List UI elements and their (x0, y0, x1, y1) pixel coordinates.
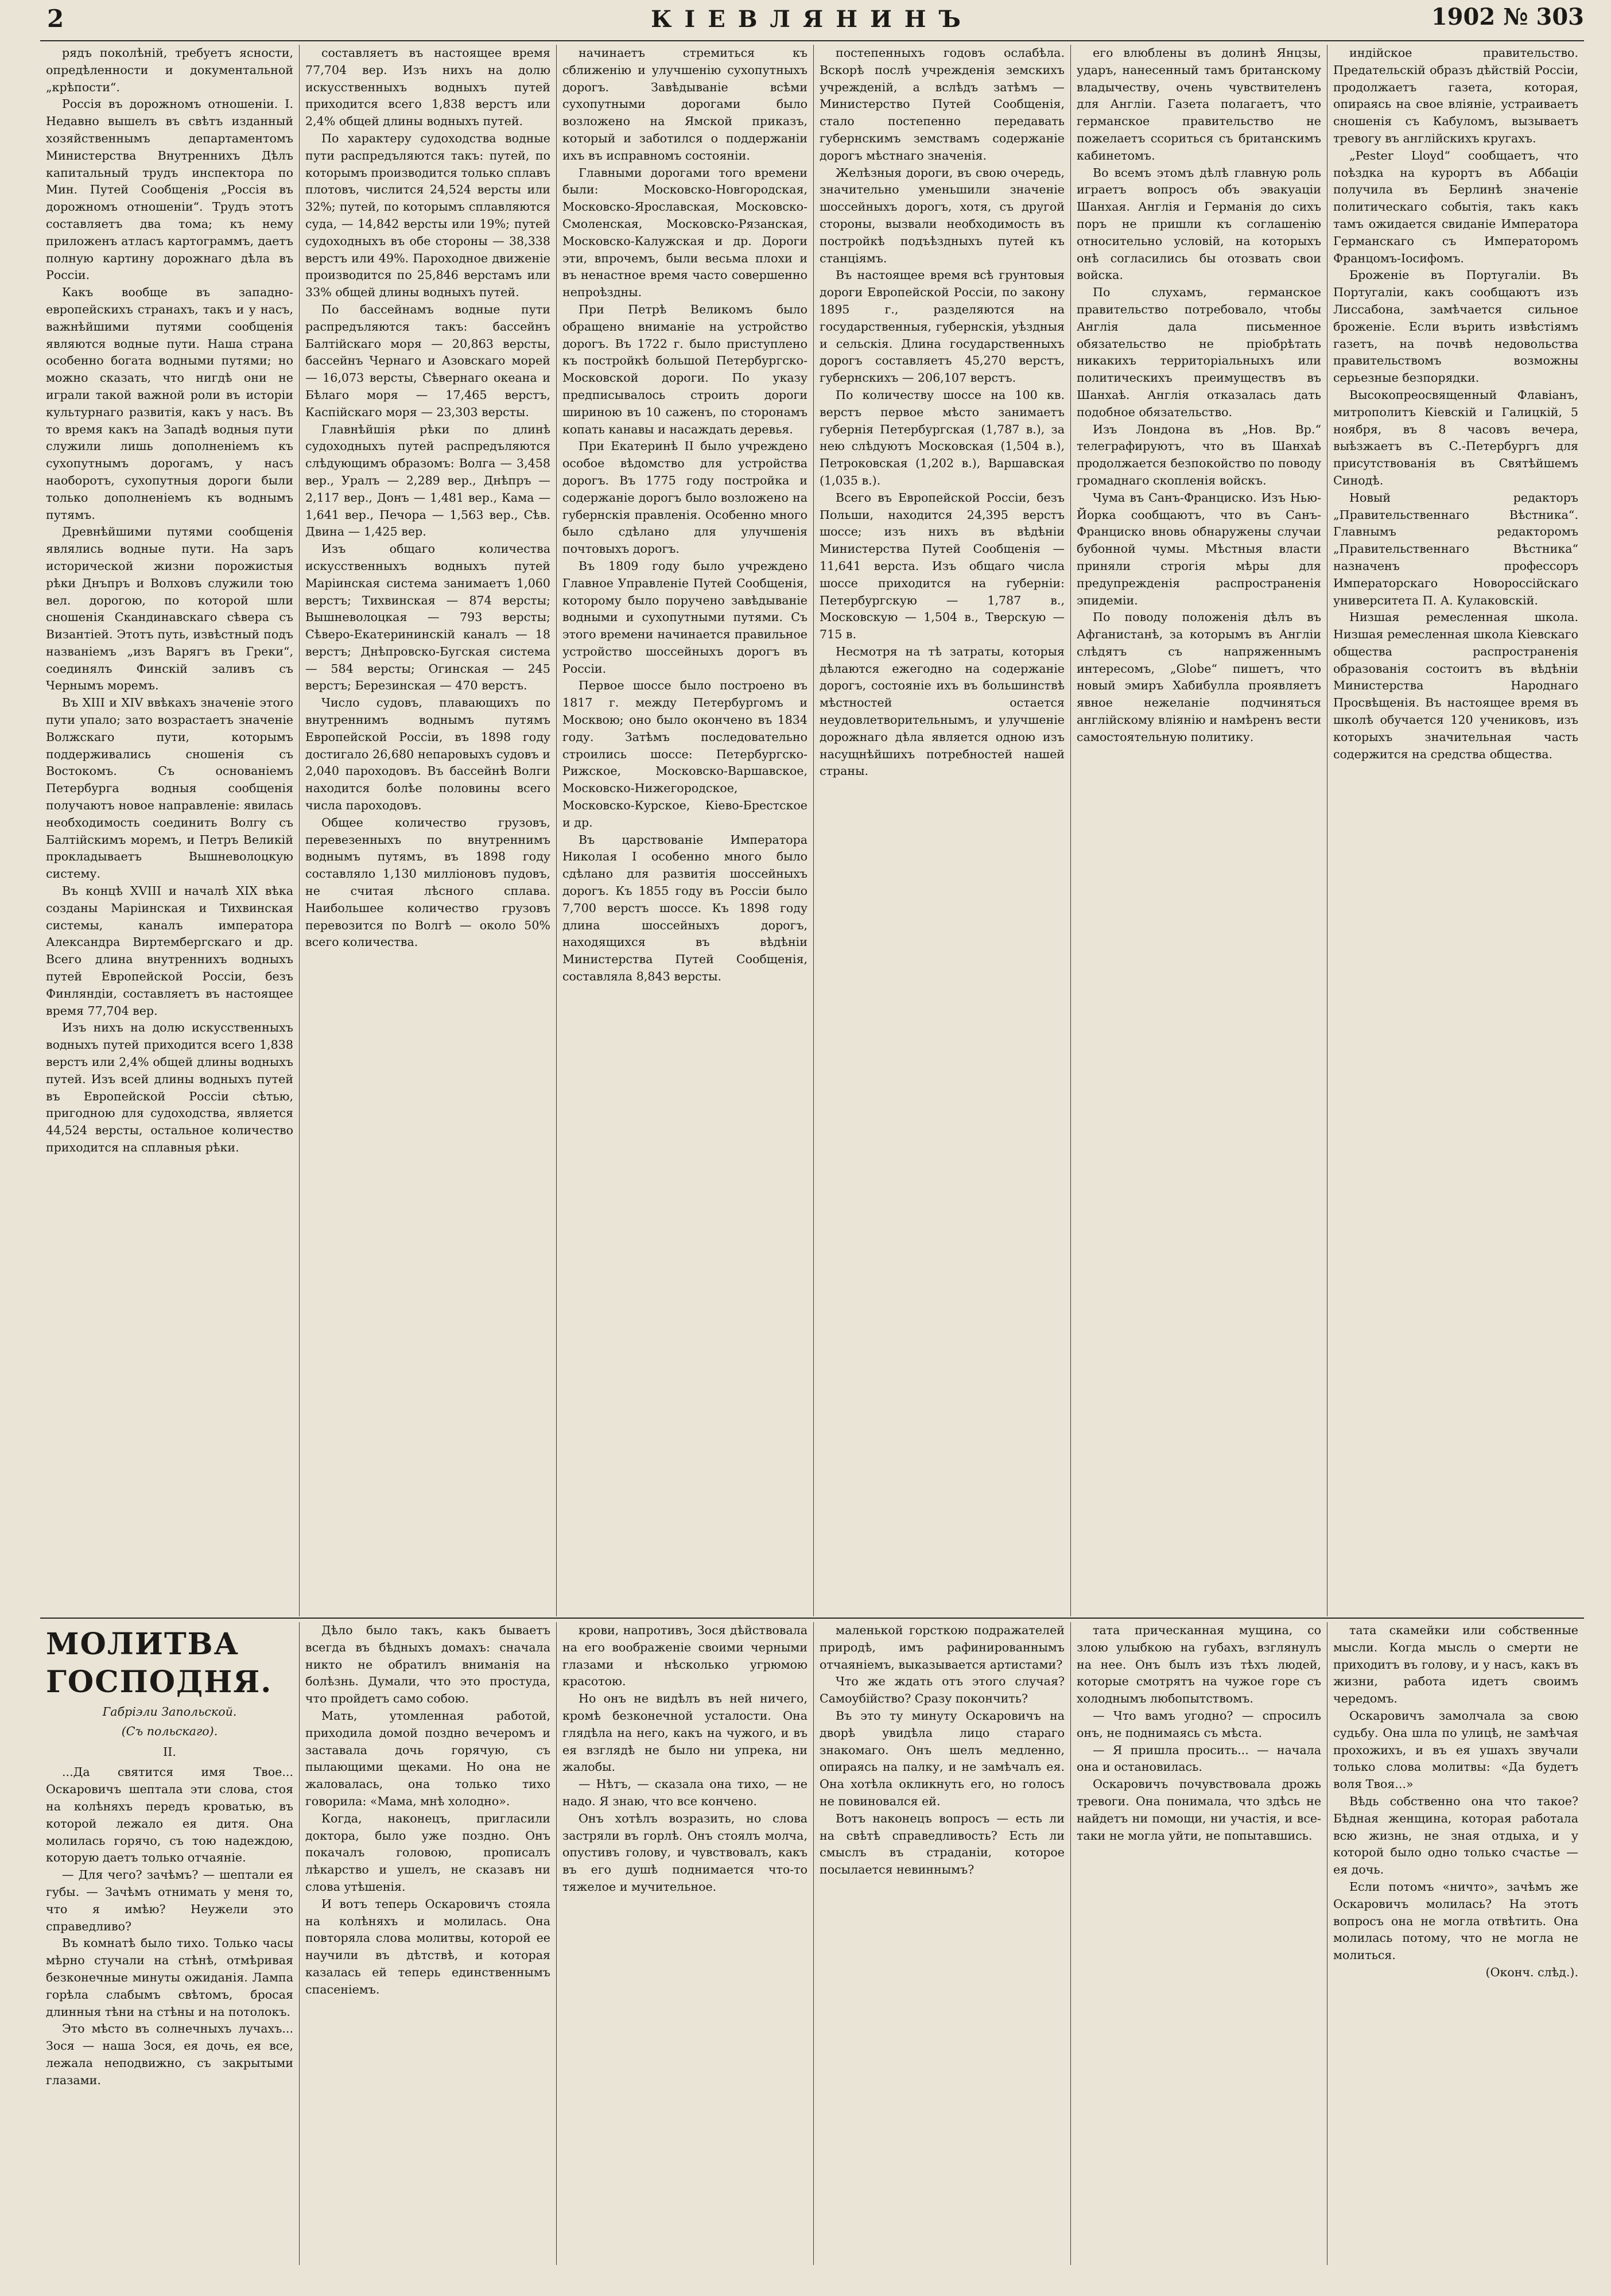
paragraph: Россія въ дорожномъ отношеніи. I. Недавно вышелъ въ свѣтъ изданный хозяйственнымъ департаментомъ Министерства Внутреннихъ Дѣлъ капитальный трудъ инспектора по Мин. Путей Сообщенія „Россія въ дорожномъ отношеніи“. Трудъ этотъ составляетъ два тома; къ нему приложенъ атласъ картограммъ, даетъ полную картину дорожнаго дѣла въ Россіи. (46, 97, 293, 282)
paragraph: По характеру судоходства водные пути распредъляются такъ: путей, по которымъ производится только сплавъ плотовъ, числится 24,524 версты или 32%; путей, по которымъ сплавляются суда, — 14,842 версты или 19%; путей судоходныхъ въ обе стороны — 38,338 верстъ или 49%. Пароходное движеніе производится по 25,846 верстамъ или 33% общей длины водныхъ путей. (305, 131, 550, 300)
paragraph: Общее количество грузовъ, перевезенныхъ по внутреннимъ воднымъ путямъ, въ 1898 году составляло 1,130 милліоновъ пудовъ, не считая лѣсного сплава. Наибольшее количество грузовъ перевозится по Волгѣ — около 50% всего количества. (305, 815, 550, 949)
paragraph: Изъ нихъ на долю искусственныхъ водныхъ путей приходится всего 1,838 верстъ или 2,4% общей длины водныхъ путей. Изъ всей длины водныхъ путей въ Европейской Россіи сѣтью, пригодною для судоходства, является 44,524 версты, остальное количество приходится на сплавныя рѣки. (46, 1021, 293, 1154)
feuilleton-title: МОЛИТВА ГОСПОДНЯ. (46, 1627, 273, 1700)
paragraph: Первое шоссе было построено въ 1817 г. между Петербургомъ и Москвою; оно было окончено въ 1834 году. Затѣмъ последовательно строились шоссе: Петербургско-Рижское, Московско-Варшавское, Московско-Нижегородское, Московско-Курское, Кіево-Брестское и др. (562, 678, 808, 829)
paragraph: Главнѣйшія рѣки по длинѣ судоходныхъ путей распредъляются слѣдующимъ образомъ: Волга — 3,458 вер., Уралъ — 2,289 вер., Днѣпръ — 2,117 вер., Донъ — 1,481 вер., Кама — 1,641 вер., Печора — 1,563 вер., Сѣв. Двина — 1,425 вер. (305, 422, 550, 539)
paragraph: Древнѣйшими путями сообщенія являлись водные пути. На заръ исторической жизни порожистыя рѣки Днъпръ и Волховъ служили тою вел. дорогою, по которой шли сношенія Скандинавскаго сѣвера съ Византіей. Этотъ путь, извѣстный подъ названіемъ „изъ Варягъ въ Греки“, соединялъ Финскій заливъ съ Чернымъ моремъ. (46, 525, 293, 693)
feuilleton-paragraph: маленькой горсткою подражателей природѣ, имъ рафинированнымъ отчаяніемъ, выказывается артистами? (820, 1623, 1065, 1671)
paragraph: По бассейнамъ водные пути распредъляются такъ: бассейнъ Балтійскаго моря — 20,863 версты, бассейнъ Чернаго и Азовскаго морей — 16,073 версты, Сѣвернаго океана и Бѣлаго моря — 17,465 верстъ, Каспійскаго моря — 23,303 версты. (305, 302, 550, 419)
paragraph: Всего въ Европейской Россіи, безъ Польши, находится 24,395 верстъ шоссе; изъ нихъ въ вѣдѣніи Министерства Путей Сообщенія — 11,641 верста. Изъ общаго числа шоссе приходится на губерніи: Петербургскую — 1,787 в., Московскую — 1,504 в., Тверскую — 715 в. (820, 490, 1065, 642)
feuilleton-paragraph: Дѣло было такъ, какъ бываетъ всегда въ бѣдныхъ домахъ: сначала никто не обратилъ вниманія на болѣзнь. Думали, что это простуда, что пройдетъ само собою. (305, 1623, 550, 1706)
paragraph: рядъ поколѣній, требуетъ ясности, опредѣленности и документальной „крѣпости“. (46, 46, 293, 94)
feuilleton-column-2 (299, 1622, 556, 2265)
page-number: 2 (47, 5, 64, 33)
feuilleton-paragraph: Оскаровичъ замолчала за свою судьбу. Она шла по улицѣ, не замѣчая прохожихъ, и въ ея ушахъ звучали только слова молитвы: «Да будетъ воля Твоя...» (1333, 1708, 1578, 1791)
feuilleton-paragraph: Вотъ наконецъ вопросъ — есть ли на свѣтѣ справедливость? Есть ли смыслъ въ страданіи, которое посылается невиннымъ? (820, 1811, 1065, 1877)
continued-note: (Оконч. слѣд.). (1485, 1965, 1578, 1979)
feuilleton-paragraph: Вѣдь собственно она что такое? Бѣдная женщина, которая работала всю жизнь, не зная отдыха, и у которой было одно только счастье — ея дочь. (1333, 1794, 1578, 1877)
feuilleton-paragraph: И вотъ теперь Оскаровичъ стояла на колѣняхъ и молилась. Она повторяла слова молитвы, которой ее научили въ дѣтствѣ, и которая казалась ей теперь единственнымъ спасеніемъ. (305, 1896, 550, 1996)
feuilleton-paragraph: крови, напротивъ, Зося дѣйствовала на его воображеніе своими черными глазами и нѣсколько угрюмою красотою. (562, 1623, 808, 1689)
masthead: КІЕВЛЯНИНЪ (651, 6, 973, 33)
feuilleton-author: Габріэли Запольской. (102, 1705, 237, 1719)
paragraph: Главными дорогами того времени были: Московско-Новгородская, Московско-Ярославская, Московско-Смоленская, Московско-Рязанская, Московско-Калужская и др. Дороги эти, впрочемъ, были весьма плохи и въ ненастное время часто совершенно непроѣздны. (562, 165, 808, 300)
column-5 (1070, 45, 1327, 1616)
paragraph: Желѣзныя дороги, въ свою очередь, значительно уменьшили значеніе шоссейныхъ дорогъ, хотя, съ другой стороны, вызвали необходимость въ постройкѣ подъѣздныхъ путей къ станціямъ. (820, 165, 1065, 265)
feuilleton-paragraph: Это мѣсто въ солнечныхъ лучахъ... Зося — наша Зося, ея дочь, ея все, лежала неподвижно, съ закрытыми глазами. (46, 2022, 293, 2087)
feuilleton-paragraph: — Для чего? зачѣмъ? — шептали ея губы. — Зачѣмъ отнимать у меня то, что я имѣю? Неужели это справедливо? (46, 1868, 293, 1933)
feuilleton-paragraph: — Что вамъ угодно? — спросилъ онъ, не поднимаясь съ мѣста. (1077, 1708, 1321, 1740)
paragraph: По поводу положенія дѣлъ въ Афганистанѣ, за которымъ въ Англіи слѣдятъ съ напряженнымъ интересомъ, „Globe“ пишетъ, что новый эмиръ Хабибулла проявляетъ явное нежеланіе подчиняться англійскому вліянію и намѣренъ вести самостоятельную политику. (1077, 610, 1321, 744)
feuilleton-paragraph: — Я пришла просить... — начала она и остановилась. (1077, 1743, 1321, 1774)
column-6 (1327, 45, 1584, 1616)
paragraph: По слухамъ, германское правительство потребовало, чтобы Англія дала письменное обязательство не пріобрѣтать никакихъ территоріальныхъ или политическихъ преимуществъ въ Шанхаѣ. Англія отказалась дать подобное обязательство. (1077, 285, 1321, 419)
paragraph: Въ концѣ XVIII и началѣ XIX вѣка созданы Маріинская и Тихвинская системы, каналъ императора Александра Виртембергскаго и др. Всего длина внутреннихъ водныхъ путей Европейской Россіи, безъ Финляндіи, составляетъ въ настоящее время 77,704 вер. (46, 884, 293, 1018)
paragraph: Въ настоящее время всѣ грунтовыя дороги Европейской Россіи, по закону 1895 г., разделяются на государственныя, губернскія, уѣздныя и сельскія. Длина государственныхъ дорогъ составляетъ 45,270 верстъ, губернскихъ — 206,107 верстъ. (820, 268, 1065, 385)
feuilleton-column-3 (556, 1622, 813, 2265)
column-2 (299, 45, 556, 1616)
feuilleton-paragraph: тата скамейки или собственные мысли. Когда мысль о смерти не приходитъ въ голову, и у насъ, какъ въ жизни, работа идетъ своимъ чередомъ. (1333, 1623, 1578, 1706)
paragraph: Новый редакторъ „Правительственнаго Вѣстника“. Главнымъ редакторомъ „Правительственнаго Вѣстника“ назначенъ профессоръ Императорскаго Новороссійскаго университета П. А. Кулаковскій. (1333, 490, 1578, 607)
feuilleton-paragraph: Когда, наконецъ, пригласили доктора, было уже поздно. Онъ покачалъ головою, прописалъ лѣкарство и ушелъ, не сказавъ ни слова утѣшенія. (305, 1811, 550, 1894)
feuilleton-paragraph: Что же ждать отъ этого случая? Самоубійство? Сразу покончить? (820, 1674, 1065, 1706)
paragraph: Несмотря на тѣ затраты, которыя дѣлаются ежегодно на содержаніе дорогъ, состояніе ихъ въ большинствѣ мѣстностей остается неудовлетворительнымъ, и улучшеніе дорожнаго дѣла является одною изъ насущнѣйшихъ потребностей нашей страны. (820, 644, 1065, 778)
issue-number: 1902 № 303 (1431, 3, 1584, 30)
article-columns (40, 45, 1584, 1616)
paragraph: Въ XIII и XIV ввѣкахъ значеніе этого пути упало; зато возрастаетъ значеніе Волжскаго пути, которымъ поддерживались сношенія съ Востокомъ. Съ основаніемъ Петербурга водныя сообщенія получаютъ новое направленіе: явилась необходимость соединить Волгу съ Балтійскимъ моремъ, и Петръ Великій прокладываетъ Вышневолоцкую систему. (46, 696, 293, 881)
feuilleton-paragraph: ...Да святится имя Твое... Оскаровичъ шептала эти слова, стоя на колѣняхъ передъ кроватью, въ которой лежало ея дитя. Она молилась горячо, съ тою надеждою, которую даетъ только отчаяніе. (46, 1765, 293, 1865)
feuilleton-column-1 (40, 1622, 299, 2265)
feuilleton-paragraph: Оскаровичъ почувствовала дрожь тревоги. Она понимала, что здѣсь не найдетъ ни помощи, ни участія, и все-таки не могла уйти, не попытавшись. (1077, 1777, 1321, 1843)
feuilleton-paragraph: Въ комнатѣ было тихо. Только часы мѣрно стучали на стѣнѣ, отмѣривая безконечные минуты ожиданія. Лампа горѣла слабымъ свѣтомъ, бросая длинныя тѣни на стѣны и на потолокъ. (46, 1936, 293, 2019)
paragraph: Изъ Лондона въ „Нов. Вр.“ телеграфируютъ, что въ Шанхаѣ продолжается безпокойство по поводу громаднаго скопленія войскъ. (1077, 422, 1321, 487)
paragraph: „Pester Lloyd“ сообщаетъ, что поѣздка на курортъ въ Аббаціи получила въ Берлинѣ значеніе политическаго событія, такъ какъ тамъ ожидается свиданіе Императора Германскаго съ Императоромъ Францомъ-Іосифомъ. (1333, 148, 1578, 265)
feuilleton-column-5 (1070, 1622, 1327, 2265)
feuilleton-paragraph: Если потомъ «ничто», зачѣмъ же Оскаровичъ молилась? На этотъ вопросъ она не могла отвѣтить. Она молилась потому, что не могла не молиться. (1333, 1879, 1578, 1963)
feuilleton-column-4 (813, 1622, 1070, 2265)
paragraph: Низшая ремесленная школа. Низшая ремесленная школа Кіевскаго общества распространенія образованія состоитъ въ вѣдѣніи Министерства Народнаго Просвѣщенія. Въ настоящее время въ школѣ обучается 120 учениковъ, изъ которыхъ значительная часть содержится на средства общества. (1333, 610, 1578, 761)
feuilleton-paragraph: Мать, утомленная работой, приходила домой поздно вечеромъ и заставала дочь горячую, съ пылающими щеками. Но она не жаловалась, она только тихо говорила: «Мама, мнѣ холодно». (305, 1708, 550, 1808)
paragraph: Число судовъ, плавающихъ по внутреннимъ воднымъ путямъ Европейской Россіи, въ 1898 году достигало 26,680 непаровыхъ судовъ и 2,040 пароходовъ. Въ бассейнѣ Волги находится болѣе половины всего числа пароходовъ. (305, 696, 550, 813)
paragraph: постепенныхъ годовъ ослабѣла. Вскорѣ послѣ учрежденія земскихъ учрежденій, а вслѣдъ затѣмъ — Министерство Путей Сообщенія, стало постепенно передавать губернскимъ земствамъ содержаніе дорогъ мѣстнаго значенія. (820, 46, 1065, 162)
paragraph: Въ царствованіе Императора Николая I особенно много было сдѣлано для развитія шоссейныхъ дорогъ. Къ 1855 году въ Россіи было 7,700 верстъ шоссе. Къ 1898 году длина шоссейныхъ дорогъ, находящихся въ вѣдѣніи Министерства Путей Сообщенія, составляла 8,843 версты. (562, 832, 808, 984)
paragraph: Броженіе въ Португаліи. Въ Португаліи, какъ сообщаютъ изъ Лиссабона, замѣчается сильное броженіе. Если върить извѣстіямъ газетъ, на почвѣ недовольства правительствомъ возможны серьезные безпорядки. (1333, 268, 1578, 385)
paragraph: начинаетъ стремиться къ сближенію и улучшенію сухопутныхъ дорогъ. Завѣдываніе всѣми сухопутными дорогами было возложено на Ямской приказъ, который и заботился о поддержаніи ихъ въ исправномъ состояніи. (562, 46, 808, 162)
feuilleton-paragraph: Онъ хотѣлъ возразить, но слова застряли въ горлѣ. Онъ стоялъ молча, опустивъ голову, и чувствовалъ, какъ въ его душѣ поднимается что-то тяжелое и мучительное. (562, 1811, 808, 1894)
paragraph: При Екатеринѣ II было учреждено особое вѣдомство для устройства дорогъ. Въ 1775 году постройка и содержаніе дорогъ было возложено на губернскія правленія. Особенно много было сдѣлано для улучшенія почтовыхъ дорогъ. (562, 439, 808, 556)
feuilleton-divider (40, 1618, 1584, 1619)
paragraph: его влюблены въ долинѣ Янцзы, ударъ, нанесенный тамъ британскому владычеству, очень чувствителенъ для Англіи. Газета полагаетъ, что германское правительство не пожелаетъ ссориться съ британскимъ кабинетомъ. (1077, 46, 1321, 162)
column-1 (40, 45, 299, 1616)
column-3 (556, 45, 813, 1616)
paragraph: При Петрѣ Великомъ было обращено вниманіе на устройство дорогъ. Въ 1722 г. было приступлено къ постройкѣ большой Петербургско-Московской дороги. По указу предписывалось строить дороги шириною въ 10 саженъ, по сторонамъ копать канавы и насаждать деревья. (562, 302, 808, 436)
paragraph: индійское правительство. Предательскій образъ дѣйствій Россіи, продолжаетъ газета, которая, опираясь на свое вліяніе, устраиваетъ сношенія съ Кабуломъ, вызываетъ тревогу въ англійскихъ кругахъ. (1333, 46, 1578, 145)
page-header (40, 0, 1584, 41)
column-4 (813, 45, 1070, 1616)
feuilleton-paragraph: Но онъ не видѣлъ въ ней ничего, кромѣ безконечной усталости. Она глядѣла на него, какъ на чужого, и въ ея взглядѣ не было ни упрека, ни жалобы. (562, 1692, 808, 1774)
paragraph: Какъ вообще въ западно-европейскихъ странахъ, такъ и у насъ, важнѣйшими путями сообщенія являются водные пути. Наша страна особенно богата водными путями; но можно сказать, что нигдѣ они не играли такой важной роли въ исторіи культурнаго развитія, какъ у насъ. Въ то время какъ на Западѣ водныя пути служили лишь дополненіемъ къ сухопутнымъ дорогамъ, у насъ наоборотъ, сухопутныя дороги были только дополненіемъ къ воднымъ путямъ. (46, 285, 293, 522)
paragraph: составляетъ въ настоящее время 77,704 вер. Изъ нихъ на долю искусственныхъ водныхъ путей приходится всего 1,838 верстъ или 2,4% общей длины водныхъ путей. (305, 46, 550, 129)
feuilleton-part: II. (163, 1744, 176, 1759)
feuilleton (40, 1622, 1584, 2265)
paragraph: Во всемъ этомъ дѣлѣ главную роль играетъ вопросъ объ эвакуаціи Шанхая. Англія и Германія до сихъ поръ не пришли къ соглашенію относительно условій, на которыхъ онѣ согласились бы отозвать свои войска. (1077, 165, 1321, 282)
feuilleton-paragraph: тата прическанная мущина, со злою улыбкою на губахъ, взглянулъ на нее. Онъ былъ изъ тѣхъ людей, которые смотрятъ на чужое горе съ холоднымъ любопытствомъ. (1077, 1623, 1321, 1706)
feuilleton-column-6 (1327, 1622, 1584, 2265)
paragraph: Въ 1809 году было учреждено Главное Управленіе Путей Сообщенія, которому было поручено завѣдываніе водными и сухопутными путями. Съ этого времени начинается правильное устройство шоссейныхъ дорогъ въ Россіи. (562, 559, 808, 676)
feuilleton-paragraph: — Нѣтъ, — сказала она тихо, — не надо. Я знаю, что все кончено. (562, 1777, 808, 1808)
feuilleton-translation-note: (Съ польскаго). (121, 1724, 218, 1738)
paragraph: Изъ общаго количества искусственныхъ водныхъ путей Маріинская система занимаетъ 1,060 верстъ; Тихвинская — 874 версты; Вышневолоцкая — 793 версты; Сѣверо-Екатерининскій каналъ — 18 верстъ; Днѣпровско-Бугская система — 584 версты; Огинская — 245 верстъ; Березинская — 470 верстъ. (305, 542, 550, 693)
paragraph: По количеству шоссе на 100 кв. верстъ первое мѣсто занимаетъ губернія Петербургская (1,787 в.), за нею слѣдуютъ Московская (1,504 в.), Петроковская (1,202 в.), Варшавская (1,035 в.). (820, 387, 1065, 487)
paragraph: Высокопреосвященный Флавіанъ, митрополитъ Кіевскій и Галицкій, 5 ноября, въ 8 часовъ вечера, выѣзжаетъ въ С.-Петербургъ для присутствованія въ Святѣйшемъ Синодѣ. (1333, 387, 1578, 487)
feuilleton-paragraph: Въ это ту минуту Оскаровичъ на дворѣ увидѣла лицо стараго знакомаго. Онъ шелъ медленно, опираясь на палку, и не замѣчалъ ея. Она хотѣла окликнуть его, но голосъ не повиновался ей. (820, 1708, 1065, 1808)
paragraph: Чума въ Санъ-Франциско. Изъ Нью-Йорка сообщаютъ, что въ Санъ-Франциско вновь обнаружены случаи бубонной чумы. Мѣстныя власти приняли строгія мѣры для предупрежденія распространенія эпидеміи. (1077, 490, 1321, 607)
